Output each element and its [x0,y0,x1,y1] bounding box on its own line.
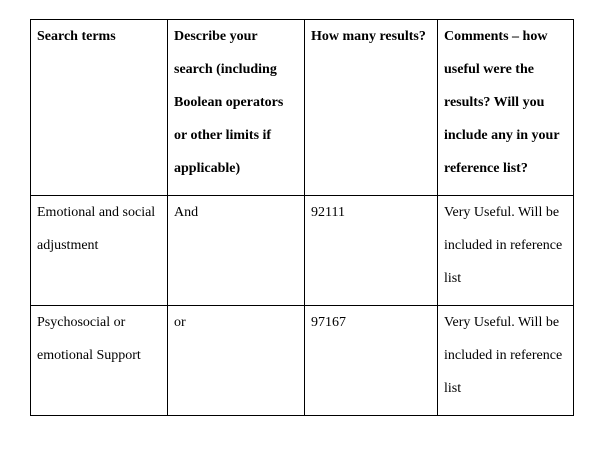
table-row [31,306,574,416]
header-how-many-results: How many results? [305,20,438,196]
cell-search-terms: Emotional and social adjustment [31,196,168,306]
search-log-table [30,19,574,416]
table-row [31,196,574,306]
cell-description: or [168,306,305,416]
table-header-row [31,20,574,196]
header-search-terms: Search terms [31,20,168,196]
cell-search-terms: Psychosocial or emotional Support [31,306,168,416]
cell-comments: Very Useful. Will be included in reference list [438,196,574,306]
cell-description: And [168,196,305,306]
cell-comments: Very Useful. Will be included in reference list [438,306,574,416]
header-comments: Comments – how useful were the results? Will you include any in your reference list? [438,20,574,196]
header-describe-search: Describe your search (including Boolean operators or other limits if applicable) [168,20,305,196]
cell-results: 97167 [305,306,438,416]
cell-results: 92111 [305,196,438,306]
